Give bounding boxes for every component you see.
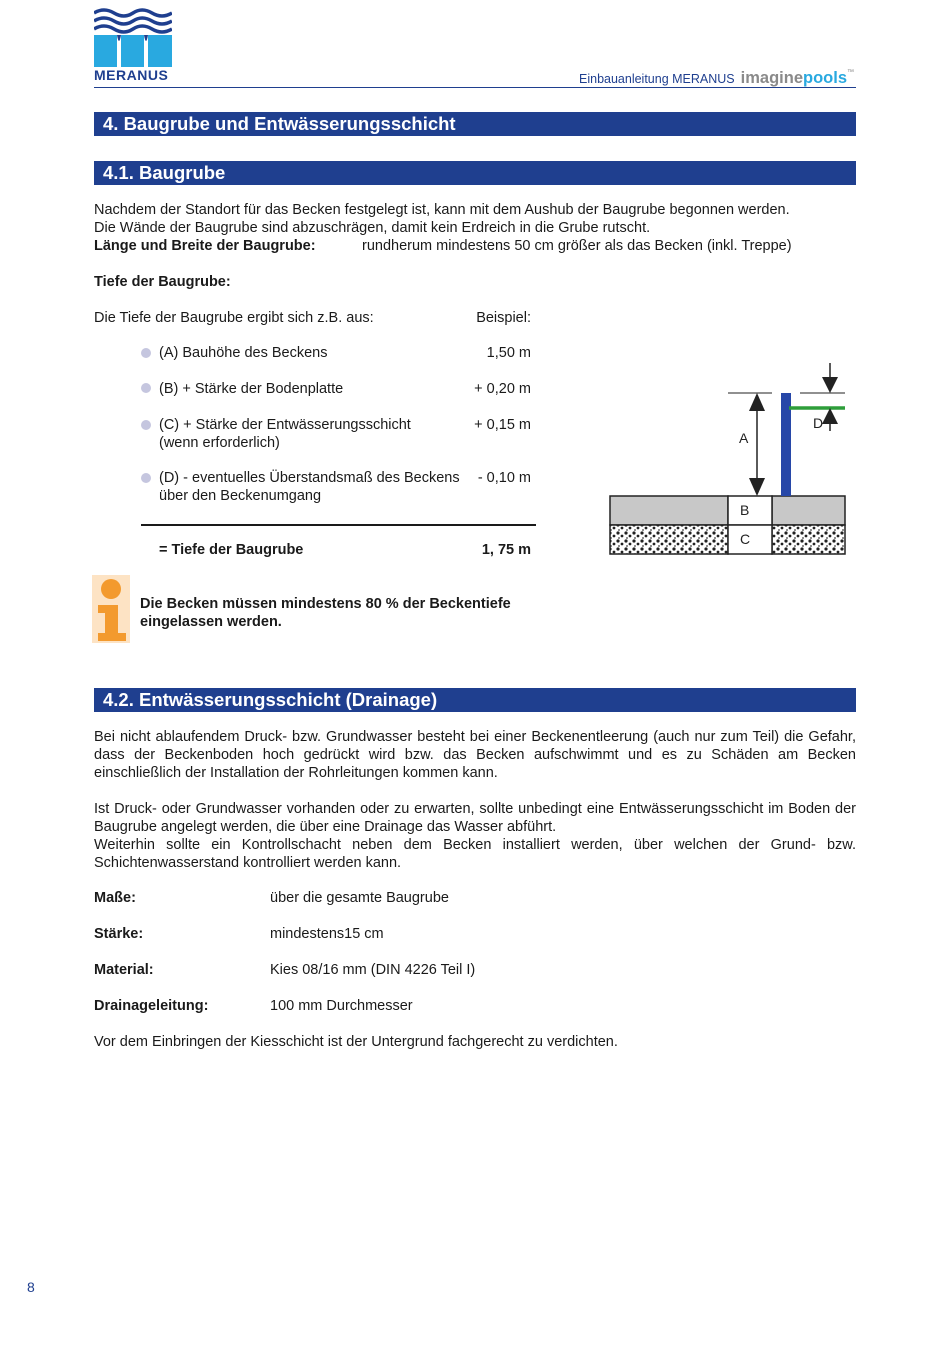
bullet-icon [141, 383, 151, 393]
depth-value-c: + 0,15 m [474, 417, 531, 433]
diagram-label-d: D [813, 415, 824, 431]
depth-value-d: - 0,10 m [477, 470, 531, 486]
bullet-icon [141, 348, 151, 358]
brand-name: imaginepools™ [740, 69, 854, 87]
section-4-heading: 4. Baugrube und Entwässerungsschicht [94, 112, 856, 136]
size-label: Länge und Breite der Baugrube: [94, 238, 316, 254]
intro-line-2: Die Wände der Baugrube sind abzuschrägen, damit kein Erdreich in die Grube rutscht. [94, 220, 651, 236]
depth-item-a: (A) Bauhöhe des Beckens [159, 345, 328, 361]
total-label: = Tiefe der Baugrube [159, 542, 304, 558]
gravel-layer-left [610, 525, 728, 554]
spec-label-material: Material: [94, 962, 154, 978]
drainage-paragraph-2: Ist Druck- oder Grundwasser vorhanden oder zu erwarten, sollte unbedingt eine Entwässerungsschicht im Boden der Baugrube angelegt werden, die über eine Drainage das Wasser abführt. [94, 801, 856, 835]
diagram-label-b: B [740, 502, 750, 518]
closing-text: Vor dem Einbringen der Kiesschicht ist der Untergrund fachgerecht zu verdichten. [94, 1034, 618, 1050]
header-rule [94, 87, 856, 88]
info-icon [92, 575, 130, 643]
section-4-1-heading: 4.1. Baugrube [94, 161, 856, 185]
sum-rule [141, 524, 536, 526]
dimension-d-arrowhead-up [822, 408, 838, 424]
excavation-diagram [600, 355, 860, 565]
spec-value-material: Kies 08/16 mm (DIN 4226 Teil I) [270, 962, 476, 978]
total-value: 1, 75 m [481, 542, 531, 558]
dimension-d-arrowhead-down [822, 377, 838, 393]
info-text-line-1: Die Becken müssen mindestens 80 % der Beckentiefe [140, 596, 511, 612]
depth-item-c: (C) + Stärke der Entwässerungsschicht [159, 417, 411, 433]
depth-intro: Die Tiefe der Baugrube ergibt sich z.B. aus: [94, 310, 374, 326]
depth-item-d-note: über den Beckenumgang [159, 488, 322, 504]
depth-value-b: + 0,20 m [474, 381, 531, 397]
spec-value-staerke: mindestens15 cm [270, 926, 384, 942]
diagram-label-a: A [739, 430, 749, 446]
dimension-a-arrowhead-top [749, 393, 765, 411]
size-value: rundherum mindestens 50 cm größer als das Becken (inkl. Treppe) [362, 238, 792, 254]
gravel-layer-right [772, 525, 845, 554]
diagram-label-c: C [740, 531, 751, 547]
doc-title: Einbauanleitung MERANUS [579, 72, 735, 86]
floor-slab-left [610, 496, 728, 525]
depth-value-a: 1,50 m [486, 345, 531, 361]
drainage-paragraph-3: Weiterhin sollte ein Kontrollschacht neben dem Becken installiert werden, über welchen der Grund- bzw. Schichtenwasserstand kontrolliert werden kann. [94, 837, 856, 871]
header-title [579, 69, 854, 88]
label-box-b [728, 496, 772, 525]
depth-item-c-note: (wenn erforderlich) [159, 435, 280, 451]
spec-label-masse: Maße: [94, 890, 136, 906]
dimension-a-arrowhead-bottom [749, 478, 765, 496]
spec-label-drainageleitung: Drainageleitung: [94, 998, 209, 1014]
depth-heading: Tiefe der Baugrube: [94, 274, 231, 290]
bullet-icon [141, 473, 151, 483]
page-number: 8 [27, 1279, 35, 1295]
intro-line-1: Nachdem der Standort für das Becken festgelegt ist, kann mit dem Aushub der Baugrube begonnen werden. [94, 202, 790, 218]
drainage-paragraph-1: Bei nicht ablaufendem Druck- bzw. Grundwasser besteht bei einer Beckenentleerung (auch nur zum Teil) die Gefahr, dass der Beckenboden hoch gedrückt wird bzw. das Becken aufschwimmt und es zu Schäden am Becken einschließlich der Installation der Rohrleitungen kommen kann. [94, 729, 856, 781]
info-text-line-2: eingelassen werden. [140, 614, 282, 630]
section-4-2-heading: 4.2. Entwässerungsschicht (Drainage) [94, 688, 856, 712]
depth-item-d: (D) - eventuelles Überstandsmaß des Beckens [159, 470, 460, 486]
logo-text: MERANUS [94, 67, 169, 83]
bullet-icon [141, 420, 151, 430]
floor-slab-right [772, 496, 845, 525]
depth-item-b: (B) + Stärke der Bodenplatte [159, 381, 344, 397]
example-label: Beispiel: [476, 310, 531, 326]
spec-value-masse: über die gesamte Baugrube [270, 890, 449, 906]
spec-label-staerke: Stärke: [94, 926, 144, 942]
spec-value-drainageleitung: 100 mm Durchmesser [270, 998, 413, 1014]
